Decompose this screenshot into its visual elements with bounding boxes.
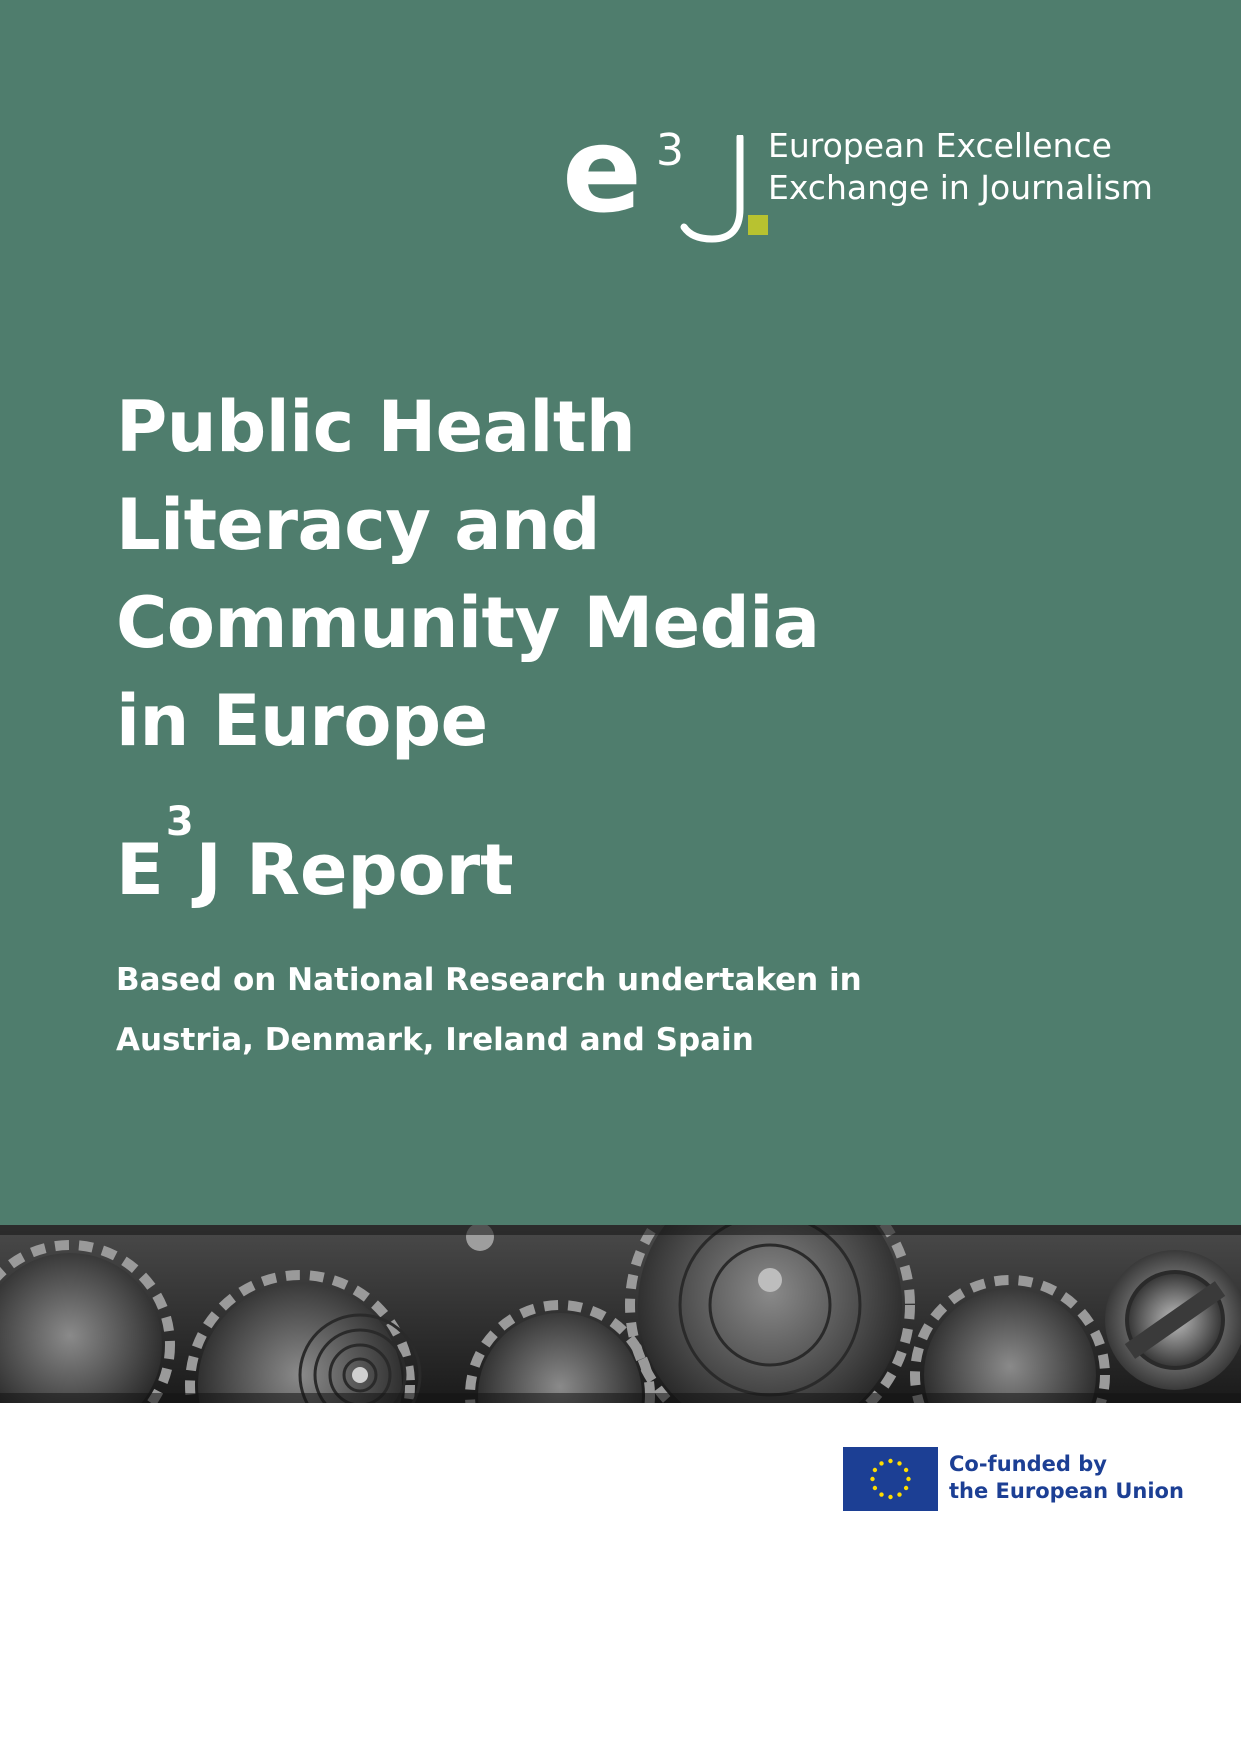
subtitle-line-2: Austria, Denmark, Ireland and Spain xyxy=(116,1022,754,1058)
logo-letter-e: e xyxy=(562,101,641,239)
report-prefix: E xyxy=(116,829,164,911)
title-line-3: Community Media xyxy=(116,582,820,664)
e3j-logo xyxy=(560,101,1200,245)
e3j-logo-mark xyxy=(560,101,790,245)
document-subtitle xyxy=(116,950,862,1070)
logo-wordmark-line1: European Excellence xyxy=(768,126,1112,165)
logo-accent-square xyxy=(748,215,768,235)
title-line-2: Literacy and xyxy=(116,484,600,566)
logo-wordmark xyxy=(768,125,1153,209)
title-line-4: in Europe xyxy=(116,680,488,762)
gears-icon xyxy=(0,1225,1241,1403)
eu-funding-line2: the European Union xyxy=(949,1479,1184,1503)
eu-funding-text xyxy=(949,1451,1184,1505)
title-line-1: Public Health xyxy=(116,386,636,468)
subtitle-line-1: Based on National Research undertaken in xyxy=(116,962,862,998)
logo-wordmark-line2: Exchange in Journalism xyxy=(768,168,1153,207)
report-suffix: J Report xyxy=(195,829,514,911)
eu-funding-line1: Co-funded by xyxy=(949,1452,1107,1476)
eu-flag-icon xyxy=(843,1447,938,1511)
logo-superscript-3: 3 xyxy=(656,125,684,176)
report-superscript: 3 xyxy=(165,799,194,845)
document-title xyxy=(116,378,1016,770)
report-heading xyxy=(116,799,514,911)
gears-banner xyxy=(0,1225,1241,1403)
